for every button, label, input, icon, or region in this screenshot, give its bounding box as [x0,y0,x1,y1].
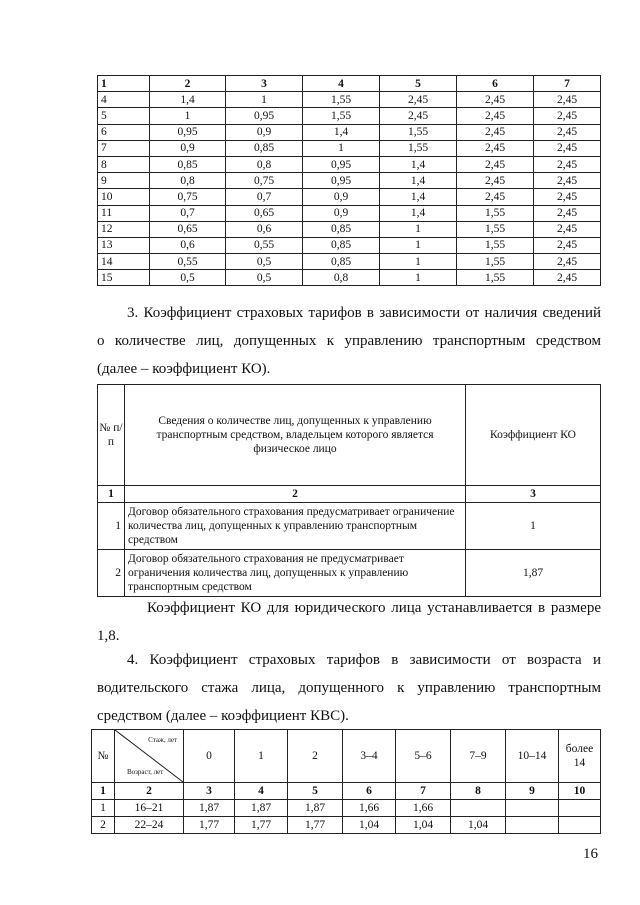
column-number-row [98,486,601,503]
table-cell: 0,9 [226,124,303,140]
table-cell: 0,5 [226,254,303,270]
header-cell: 7 [534,76,601,92]
table-cell: 8 [98,156,150,172]
column-number: 2 [115,783,184,800]
column-number: 1 [92,783,115,800]
header-cell-diagonal [115,730,184,783]
row-number: 2 [98,550,125,597]
header-cell: 5 [380,76,457,92]
table-cell: 2,45 [457,140,534,156]
table-cell: 5 [98,108,150,124]
table-cell: 0,85 [226,140,303,156]
column-number: 3 [184,783,235,800]
ko-coefficient-table [97,384,601,597]
table-cell: 7 [98,140,150,156]
table-cell: 1,04 [396,817,451,834]
column-number: 5 [288,783,343,800]
table-cell: 1,77 [288,817,343,834]
header-cell: 3 [226,76,303,92]
table-cell: 1,4 [150,92,226,108]
header-cell: 2 [150,76,226,92]
column-number: 10 [559,783,601,800]
column-number: 4 [235,783,288,800]
table-cell: 1 [380,237,457,253]
table-cell [559,800,601,817]
table-cell: 1,77 [235,817,288,834]
table-cell: 1 [380,221,457,237]
table-cell: 9 [98,173,150,189]
table-cell: 1,55 [380,140,457,156]
table-cell: 2,45 [380,108,457,124]
table-cell: 2,45 [534,254,601,270]
table-cell: 0,95 [226,108,303,124]
row-number: 1 [98,503,125,550]
table-cell: 1,66 [343,800,396,817]
table-cell: 2,45 [534,124,601,140]
table-row [98,254,601,270]
table-cell: 22–24 [115,817,184,834]
kvs-coefficient-table [91,729,601,834]
table-row [98,189,601,205]
paragraph-line: Коэффициент КО для юридического лица устанавливается в размере [147,600,601,616]
table-cell: 1,04 [343,817,396,834]
column-number: 8 [451,783,506,800]
table-cell [506,800,559,817]
table-cell: 2,45 [457,92,534,108]
table-row [98,503,601,550]
table-cell: 0,5 [226,270,303,286]
table-cell [451,800,506,817]
table-cell [506,817,559,834]
row-value: 1,87 [466,550,601,597]
header-cell: 3–4 [343,730,396,783]
table-cell: 15 [98,270,150,286]
header-cell-number: № п/п [98,385,125,486]
table-row [92,800,601,817]
table-cell: 2,45 [457,124,534,140]
table-row [98,205,601,221]
header-cell-coefficient: Коэффициент КО [466,385,601,486]
table-cell: 1,55 [303,92,380,108]
table-cell: 1,55 [303,108,380,124]
ko-legal-entity-paragraph [97,594,601,650]
table-cell: 0,5 [150,270,226,286]
table-cell: 0,75 [226,173,303,189]
table-row [98,237,601,253]
table-cell: 1,87 [288,800,343,817]
header-cell-description: Сведения о количестве лиц, допущенных к управлению транспортным средством, владельцем которого является физическое лицо [125,385,466,486]
table-cell: 2,45 [380,92,457,108]
header-cell: 5–6 [396,730,451,783]
table-cell: 1,55 [457,254,534,270]
column-number: 1 [98,486,125,503]
table-cell: 1,4 [380,189,457,205]
table-body [98,92,601,286]
row-value: 1 [466,503,601,550]
table-cell: 13 [98,237,150,253]
header-cell-number: № [92,730,115,783]
table-cell: 2,45 [534,270,601,286]
page-number: 16 [583,846,598,862]
table-cell: 12 [98,221,150,237]
table-cell: 1 [380,270,457,286]
table-cell: 2,45 [534,108,601,124]
table-cell: 0,9 [150,140,226,156]
paragraph-line: (далее – коэффициент КО). [97,361,271,377]
paragraph-line: 3. Коэффициент страховых тарифов в зависимости от наличия сведений [127,305,601,321]
table-cell: 1,55 [457,205,534,221]
column-number: 9 [506,783,559,800]
table-cell: 0,85 [303,221,380,237]
table-cell: 2,45 [457,108,534,124]
table-cell: 2,45 [534,189,601,205]
table-cell: 2,45 [534,173,601,189]
header-cell: 6 [457,76,534,92]
table-cell: 2,45 [534,205,601,221]
table-cell: 1,4 [303,124,380,140]
header-cell: 10–14 [506,730,559,783]
table-cell: 2,45 [534,237,601,253]
column-number: 2 [125,486,466,503]
table-row [98,173,601,189]
table-row [98,140,601,156]
table-row [98,156,601,172]
table-cell: 1,4 [380,156,457,172]
table-cell: 0,55 [150,254,226,270]
column-number: 6 [343,783,396,800]
table-cell: 0,95 [303,173,380,189]
table-cell: 2,45 [534,92,601,108]
header-cell: более 14 [559,730,601,783]
table-cell: 0,65 [150,221,226,237]
table-cell: 0,9 [303,189,380,205]
column-number: 7 [396,783,451,800]
row-description: Договор обязательного страхования не предусматривает ограничения количества лиц, допущенных к управлению транспортным средством [125,550,466,597]
table-row [98,550,601,597]
section-4-paragraph [97,646,601,730]
header-cell: 4 [303,76,380,92]
table-cell: 0,9 [303,205,380,221]
table-cell: 0,55 [226,237,303,253]
table-cell: 1 [380,254,457,270]
row-description: Договор обязательного страхования предусматривает ограничение количества лиц, допущенных к управлению транспортным средством [125,503,466,550]
diagonal-top-label: Стаж, лет [148,736,177,744]
table-cell: 1,66 [396,800,451,817]
table-cell: 0,7 [226,189,303,205]
table-cell: 11 [98,205,150,221]
table-cell: 16–21 [115,800,184,817]
header-cell: 1 [98,76,150,92]
table-cell: 1,55 [457,270,534,286]
table-cell [559,817,601,834]
paragraph-line: 1,8. [97,628,120,644]
paragraph-line: о количестве лиц, допущенных к управлению транспортным средством [97,333,601,349]
table-cell: 0,7 [150,205,226,221]
table-cell: 1 [303,140,380,156]
table-cell: 1,55 [457,237,534,253]
table-header-row [98,76,601,92]
column-number-row [92,783,601,800]
column-number: 3 [466,486,601,503]
table-cell: 0,6 [226,221,303,237]
table-cell: 4 [98,92,150,108]
table-cell: 1 [92,800,115,817]
table-cell: 0,95 [303,156,380,172]
table-cell: 1,77 [184,817,235,834]
table-cell: 0,8 [226,156,303,172]
paragraph-line: средством (далее – коэффициент КВС). [97,708,349,724]
header-cell: 0 [184,730,235,783]
table-cell: 14 [98,254,150,270]
table-cell: 0,85 [303,237,380,253]
table-cell: 1,4 [380,205,457,221]
section-3-paragraph [97,299,601,383]
table-row [98,108,601,124]
table-row [98,92,601,108]
table-cell: 1,87 [184,800,235,817]
table-cell: 0,75 [150,189,226,205]
table-cell: 0,85 [303,254,380,270]
header-cell: 1 [235,730,288,783]
table-cell: 0,95 [150,124,226,140]
diagonal-bottom-label: Возраст, лет [127,768,164,776]
table-cell: 1,4 [380,173,457,189]
table-cell: 2 [92,817,115,834]
header-cell: 7–9 [451,730,506,783]
table-cell: 0,8 [150,173,226,189]
paragraph-line: 4. Коэффициент страховых тарифов в зависимости от возраста и [127,652,601,668]
table-body [92,800,601,834]
table-cell: 2,45 [457,189,534,205]
table-row [92,817,601,834]
header-cell: 2 [288,730,343,783]
table-header-row [92,730,601,783]
table-cell: 0,8 [303,270,380,286]
table-cell: 10 [98,189,150,205]
coefficient-table-continued [97,75,601,286]
table-row [98,124,601,140]
table-cell: 1 [226,92,303,108]
table-cell: 0,65 [226,205,303,221]
table-cell: 1,55 [457,221,534,237]
table-header-row [98,385,601,486]
table-cell: 1 [150,108,226,124]
paragraph-line: водительского стажа лица, допущенного к управлению транспортным [97,680,601,696]
table-cell: 2,45 [457,156,534,172]
table-row [98,270,601,286]
table-cell: 0,85 [150,156,226,172]
table-cell: 6 [98,124,150,140]
table-cell: 2,45 [534,221,601,237]
table-cell: 2,45 [457,173,534,189]
table-cell: 1,04 [451,817,506,834]
table-cell: 0,6 [150,237,226,253]
table-cell: 2,45 [534,140,601,156]
table-row [98,221,601,237]
table-cell: 1,55 [380,124,457,140]
table-cell: 1,87 [235,800,288,817]
table-cell: 2,45 [534,156,601,172]
